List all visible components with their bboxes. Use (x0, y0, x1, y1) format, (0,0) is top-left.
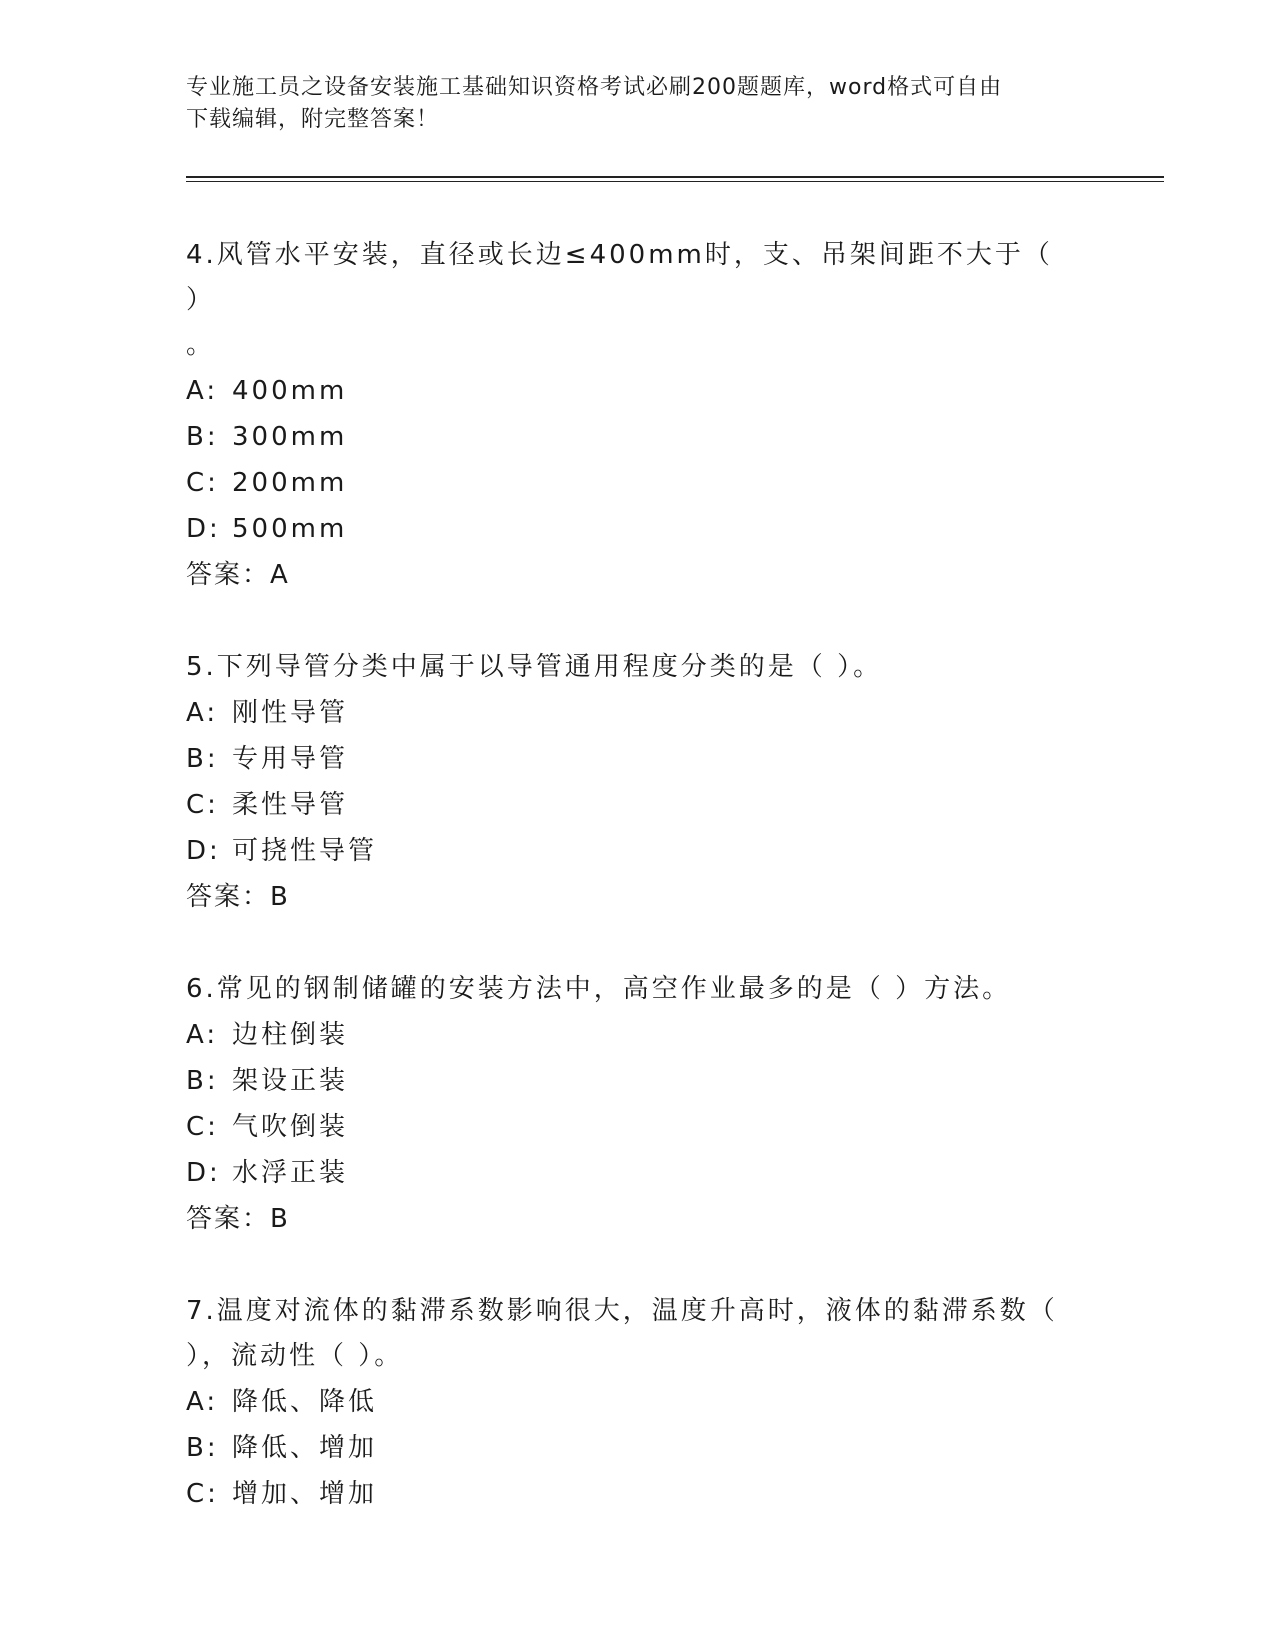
option-b (186, 1058, 1066, 1104)
option-label: A: (186, 376, 219, 406)
question-stem-line: ），流动性（ ）。 (186, 1341, 404, 1371)
option-label: B: (186, 422, 219, 452)
option-text: 气吹倒装 (232, 1112, 349, 1142)
option-text: 架设正装 (232, 1066, 349, 1096)
option-d (186, 1150, 1066, 1196)
option-label: B: (186, 1066, 219, 1096)
header-line-2: 下载编辑，附完整答案！ (186, 107, 440, 132)
option-text: 降低、增加 (232, 1433, 378, 1463)
option-a (186, 368, 1066, 414)
option-label: B: (186, 1433, 219, 1463)
answer-label: 答案： (186, 560, 271, 590)
answer-line (186, 1196, 1066, 1242)
option-text: 边柱倒装 (232, 1020, 349, 1050)
answer-value: B (270, 1204, 290, 1234)
option-label: C: (186, 1112, 219, 1142)
option-b (186, 414, 1066, 460)
answer-value: A (270, 560, 290, 590)
document-header (186, 72, 1066, 136)
option-text: 降低、降低 (232, 1387, 378, 1417)
option-label: B: (186, 744, 219, 774)
option-text: 400mm (232, 376, 348, 406)
option-a (186, 1012, 1066, 1058)
answer-label: 答案： (186, 1204, 271, 1234)
option-text: 水浮正装 (232, 1158, 349, 1188)
option-c (186, 782, 1066, 828)
question-stem-line: 5.下列导管分类中属于以导管通用程度分类的是（ ）。 (186, 652, 883, 682)
answer-value: B (270, 882, 290, 912)
option-text: 专用导管 (232, 744, 349, 774)
option-label: C: (186, 790, 219, 820)
option-text: 300mm (232, 422, 348, 452)
option-label: D: (186, 836, 221, 866)
answer-line (186, 874, 1066, 920)
question-6 (186, 967, 1066, 1242)
option-text: 增加、增加 (232, 1479, 378, 1509)
answer-label: 答案： (186, 882, 271, 912)
option-text: 可挠性导管 (232, 836, 378, 866)
option-d (186, 828, 1066, 874)
option-b (186, 736, 1066, 782)
option-c (186, 1471, 1066, 1517)
option-text: 200mm (232, 468, 348, 498)
option-c (186, 460, 1066, 506)
option-label: C: (186, 1479, 219, 1509)
option-d (186, 506, 1066, 552)
question-stem-line: 4.风管水平安装，直径或长边≤400mm时，支、吊架间距不大于（ ） (186, 240, 1053, 315)
question-stem-line: 6.常见的钢制储罐的安装方法中，高空作业最多的是（ ）方法。 (186, 974, 1012, 1004)
option-label: C: (186, 468, 219, 498)
question-stem-line: 7.温度对流体的黏滞系数影响很大，温度升高时，液体的黏滞系数（ (186, 1296, 1058, 1326)
question-4 (186, 233, 1066, 598)
option-a (186, 1379, 1066, 1425)
option-c (186, 1104, 1066, 1150)
header-line-1: 专业施工员之设备安装施工基础知识资格考试必刷200题题库，word格式可自由 (186, 75, 1003, 100)
option-text: 500mm (232, 514, 348, 544)
question-stem-line: 。 (186, 330, 216, 360)
question-5 (186, 645, 1066, 920)
question-7 (186, 1289, 1066, 1517)
option-text: 柔性导管 (232, 790, 349, 820)
question-stem (186, 233, 1066, 368)
question-stem (186, 645, 1066, 690)
header-divider (186, 176, 1164, 182)
question-list (186, 233, 1066, 1564)
answer-line (186, 552, 1066, 598)
option-a (186, 690, 1066, 736)
option-label: A: (186, 1020, 219, 1050)
option-text: 刚性导管 (232, 698, 349, 728)
question-stem (186, 1289, 1066, 1379)
option-b (186, 1425, 1066, 1471)
question-stem (186, 967, 1066, 1012)
option-label: D: (186, 1158, 221, 1188)
option-label: A: (186, 698, 219, 728)
option-label: A: (186, 1387, 219, 1417)
option-label: D: (186, 514, 221, 544)
